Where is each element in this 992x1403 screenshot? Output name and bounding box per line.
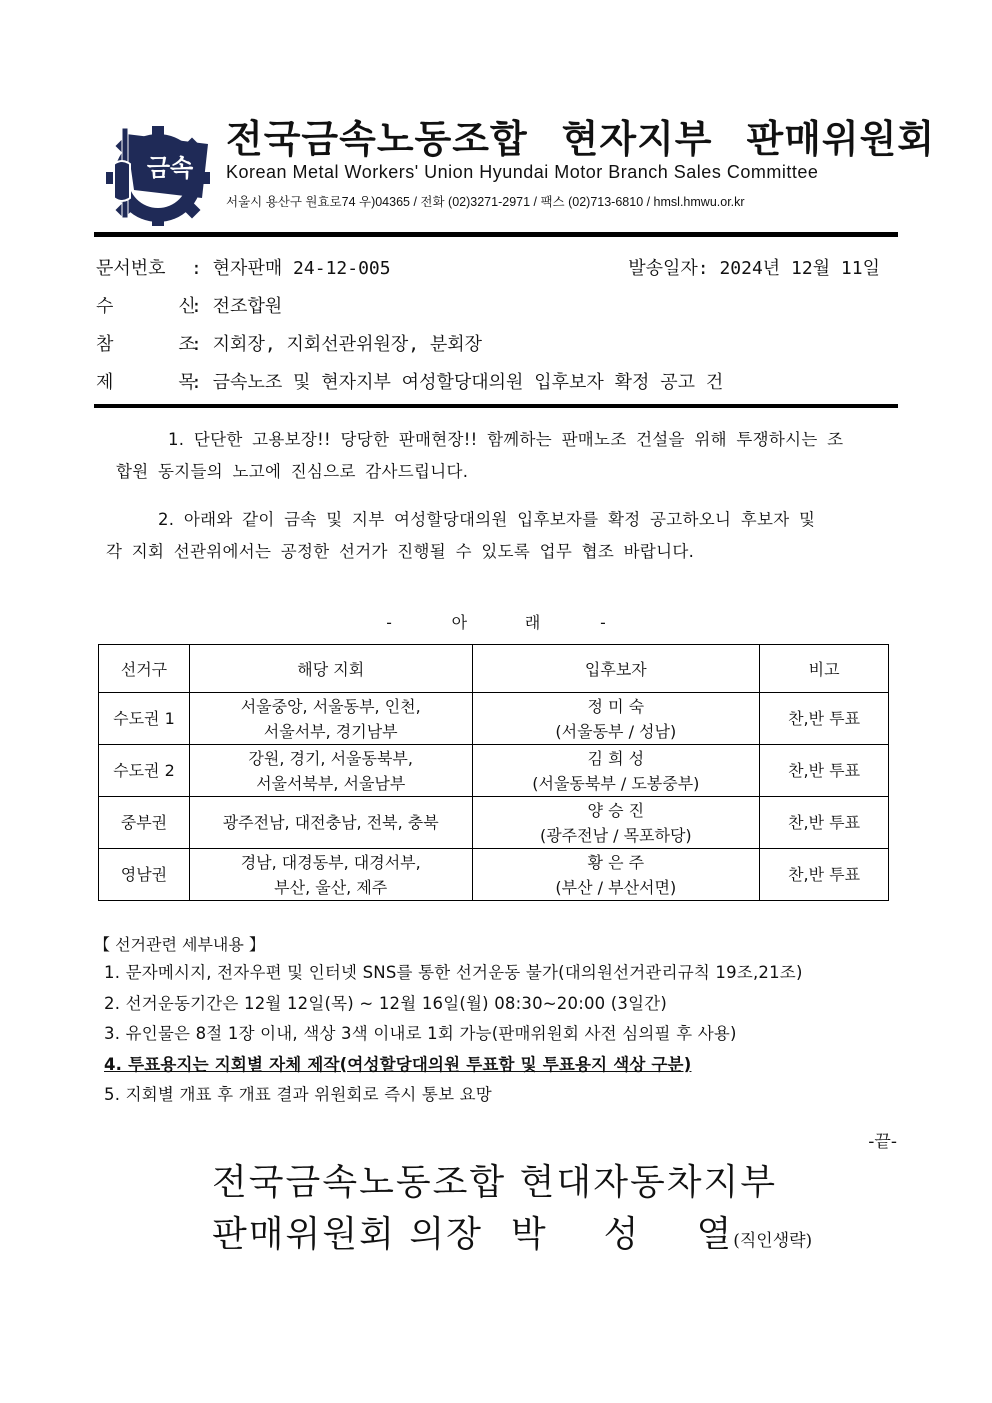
doc-number-value: : 현자판매 24-12-005: [191, 258, 391, 279]
seal-omitted-note: (직인생략): [733, 1231, 813, 1251]
header-candidate: 입후보자: [472, 645, 760, 693]
branches-cell: [189, 745, 472, 797]
branches-line-2: 부산, 울산, 제주: [274, 877, 388, 897]
district-cell: 수도권 2: [99, 745, 190, 797]
details-title: 【 선거관련 세부내용 】: [94, 935, 265, 954]
recipient-row: [96, 292, 282, 318]
below-marker: - 아 래 -: [384, 613, 608, 632]
subject-row: [96, 368, 723, 394]
header-note: 비고: [760, 645, 889, 693]
signature-name-2: 성: [603, 1214, 641, 1255]
signature-name-1: 박: [510, 1214, 548, 1255]
paragraph-1: [116, 424, 902, 488]
branches-line-2: 서울서부, 경기남부: [263, 721, 398, 741]
branches-cell: [189, 797, 472, 849]
logo-text: 금속: [146, 154, 194, 182]
note-cell: 찬,반 투표: [760, 849, 889, 901]
signature-title: 판매위원회 의장: [212, 1214, 483, 1255]
details-list: [104, 958, 803, 1111]
candidate-name: 김 희 성: [587, 748, 645, 768]
send-date-value: 2024년 12월 11일: [719, 258, 880, 279]
recipient-value: : 전조합원: [191, 296, 283, 317]
candidate-cell: [472, 745, 760, 797]
org-subtitle-en: Korean Metal Workers' Union Hyundai Motor Branch Sales Committee: [226, 162, 819, 182]
note-cell: 찬,반 투표: [760, 745, 889, 797]
candidate-cell: [472, 797, 760, 849]
doc-number-row: [96, 254, 391, 280]
candidate-name: 양 승 진: [587, 800, 645, 820]
org-title-part-3: 판매위원회: [746, 117, 936, 161]
candidate-affiliation: (서울동북부 / 도봉중부): [532, 773, 700, 793]
union-logo: [104, 120, 212, 228]
paragraph-2-line-2: 각 지회 선관위에서는 공정한 선거가 진행될 수 있도록 업무 협조 바랍니다.: [106, 542, 695, 561]
signature-org: 전국금속노동조합 현대자동차지부: [212, 1162, 778, 1203]
paragraph-2-line-1: 2. 아래와 같이 금속 및 지부 여성할당대의원 입후보자를 확정 공고하오니 후보자 및: [158, 510, 816, 529]
table-row: [99, 797, 889, 849]
branches-line-1: 광주전남, 대전충남, 전북, 충북: [222, 813, 439, 832]
candidate-name: 정 미 숙: [587, 696, 645, 716]
paragraph-1-line-1: 1. 단단한 고용보장!! 당당한 판매현장!! 함께하는 판매노조 건설을 위해 투쟁하시는 조: [168, 430, 844, 449]
branches-line-1: 서울중앙, 서울동부, 인천,: [240, 696, 421, 716]
branches-cell: [189, 849, 472, 901]
branches-line-1: 강원, 경기, 서울동북부,: [248, 748, 413, 768]
subject-label: 제 목: [96, 372, 196, 393]
details-item-1: 1. 문자메시지, 전자우편 및 인터넷 SNS를 통한 선거운동 불가(대의원선거관리규칙 19조,21조): [104, 963, 803, 982]
paragraph-1-line-2: 합원 동지들의 노고에 진심으로 감사드립니다.: [116, 462, 469, 481]
org-contact: 서울시 용산구 원효로74 우)04365 / 전화 (02)3271-2971 / 팩스 (02)713-6810 / hmsl.hmwu.or.kr: [226, 195, 745, 209]
branches-line-2: 서울서북부, 서울남부: [256, 773, 406, 793]
cc-value: : 지회장, 지회선관위원장, 분회장: [191, 334, 483, 355]
candidate-name: 황 은 주: [587, 852, 645, 872]
cc-label: 참 조: [96, 334, 196, 355]
table-row: [99, 849, 889, 901]
doc-number-label: 문서번호: [96, 258, 166, 279]
subject-value: : 금속노조 및 현자지부 여성할당대의원 입후보자 확정 공고 건: [191, 372, 724, 393]
send-date: [628, 254, 880, 280]
candidate-affiliation: (서울동부 / 성남): [555, 721, 677, 741]
cc-row: [96, 330, 482, 356]
header-branches: 해당 지회: [189, 645, 472, 693]
org-title-part-1: 전국금속노동조합: [226, 117, 528, 161]
paragraph-2: [106, 504, 886, 568]
org-title: [226, 108, 935, 163]
candidate-cell: [472, 693, 760, 745]
note-cell: 찬,반 투표: [760, 693, 889, 745]
signature-name-3: 열: [696, 1214, 734, 1255]
end-mark: -끝-: [868, 1132, 897, 1152]
table-row: [99, 745, 889, 797]
details-item-5: 5. 지회별 개표 후 개표 결과 위원회로 즉시 통보 요망: [104, 1085, 492, 1104]
header-rule-bottom: [94, 404, 898, 408]
branches-cell: [189, 693, 472, 745]
district-cell: 영남권: [99, 849, 190, 901]
org-title-part-2: 현자지부: [561, 117, 713, 161]
candidate-affiliation: (광주전남 / 목포하당): [539, 825, 692, 845]
signature-chair: [212, 1206, 812, 1257]
header-district: 선거구: [99, 645, 190, 693]
recipient-label: 수 신: [96, 296, 196, 317]
candidate-cell: [472, 849, 760, 901]
header-rule-top: [94, 232, 898, 237]
candidate-table: [98, 644, 889, 901]
table-header-row: [99, 645, 889, 693]
district-cell: 수도권 1: [99, 693, 190, 745]
details-item-4: 4. 투표용지는 지회별 자체 제작(여성할당대의원 투표함 및 투표용지 색상 구분): [104, 1054, 692, 1074]
details-item-3: 3. 유인물은 8절 1장 이내, 색상 3색 이내로 1회 가능(판매위원회 사전 심의필 후 사용): [104, 1024, 737, 1043]
candidate-affiliation: (부산 / 부산서면): [555, 877, 677, 897]
district-cell: 중부권: [99, 797, 190, 849]
send-date-label: 발송일자:: [628, 258, 709, 279]
note-cell: 찬,반 투표: [760, 797, 889, 849]
table-row: [99, 693, 889, 745]
branches-line-1: 경남, 대경동부, 대경서부,: [240, 852, 421, 872]
details-item-2: 2. 선거운동기간은 12월 12일(목) ~ 12월 16일(월) 08:30~20:00 (3일간): [104, 993, 668, 1013]
